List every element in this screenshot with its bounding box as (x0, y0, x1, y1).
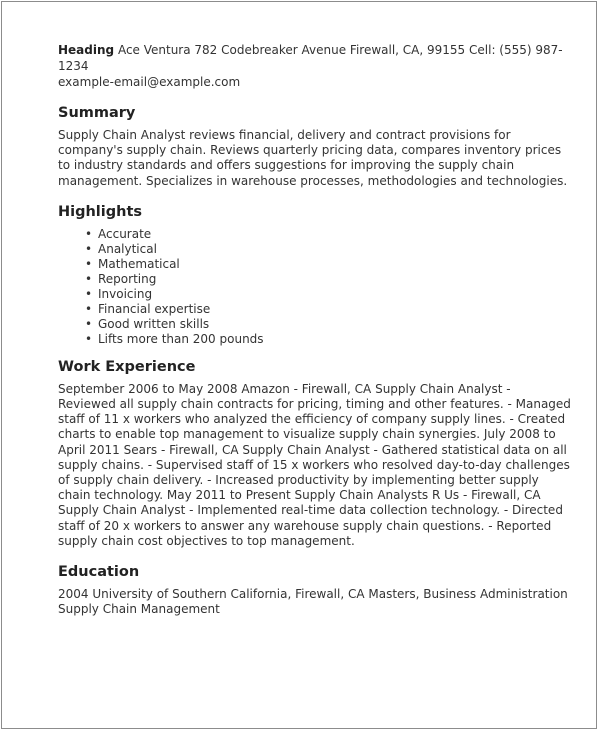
bullet-icon: • (85, 241, 93, 256)
heading-label: Heading (58, 43, 115, 57)
resume-page (1, 1, 597, 729)
experience-text: September 2006 to May 2008 Amazon - Firewall, CA Supply Chain Analyst - Reviewed all supply chain contracts for pricing, timing and other features. - Managed staff of 11 x workers who analyzed the efficiency of company supply lines. - Created charts to enable top management to visualize supply chain synergies. July 2008 to April 2011 Sears - Firewall, CA Supply Chain Analyst - Gathered statistical data on all supply chains. - Supervised staff of 15 x workers who resolved day-to-day challenges of supply chain delivery. - Increased productivity by implementing better supply chain technology. May 2011 to Present Supply Chain Analysts R Us - Firewall, CA Supply Chain Analyst - Implemented real-time data collection technology. - Directed staff of 20 x workers to answer any warehouse supply chain questions. - Reported supply chain cost objectives to top management. (58, 381, 571, 548)
list-item (85, 316, 576, 332)
summary-section (58, 104, 576, 189)
highlights-title: Highlights (58, 203, 143, 220)
bullet-icon: • (85, 316, 93, 331)
list-item (85, 301, 576, 317)
highlight-text: Good written skills (98, 316, 210, 331)
experience-section (58, 358, 576, 549)
highlights-section (58, 203, 576, 347)
bullet-icon: • (85, 271, 93, 286)
summary-text: Supply Chain Analyst reviews financial, delivery and contract provisions for company's supply chain. Reviews quarterly pricing data, compares inventory prices to industry standards and offers suggestions for improving the supply chain management. Specializes in warehouse processes, methodologies and technologies. (58, 128, 568, 188)
education-text: 2004 University of Southern California, Firewall, CA Masters, Business Administration Supply Chain Management (58, 587, 568, 617)
highlight-text: Accurate (98, 226, 152, 241)
list-item (85, 256, 576, 272)
contact-heading (58, 42, 576, 90)
highlight-text: Analytical (98, 241, 157, 256)
list-item (85, 241, 576, 257)
highlights-list (58, 227, 576, 347)
bullet-icon: • (85, 286, 93, 301)
education-title: Education (58, 564, 140, 581)
experience-title: Work Experience (58, 358, 196, 375)
highlight-text: Reporting (98, 271, 157, 286)
bullet-icon: • (85, 256, 93, 271)
contact-line-address: Ace Ventura 782 Codebreaker Avenue Firewall, CA, 99155 Cell: (555) 987-1234 (58, 43, 563, 73)
bullet-icon: • (85, 331, 93, 346)
list-item (85, 286, 576, 302)
bullet-icon: • (85, 301, 93, 316)
highlight-text: Invoicing (98, 286, 153, 301)
contact-email: example-email@example.com (58, 75, 241, 89)
list-item (85, 271, 576, 287)
highlight-text: Lifts more than 200 pounds (98, 331, 264, 346)
summary-title: Summary (58, 105, 136, 121)
list-item (85, 226, 576, 242)
education-section (58, 563, 576, 617)
bullet-icon: • (85, 226, 93, 241)
list-item (85, 331, 576, 347)
highlight-text: Financial expertise (98, 301, 211, 316)
highlight-text: Mathematical (98, 256, 180, 271)
